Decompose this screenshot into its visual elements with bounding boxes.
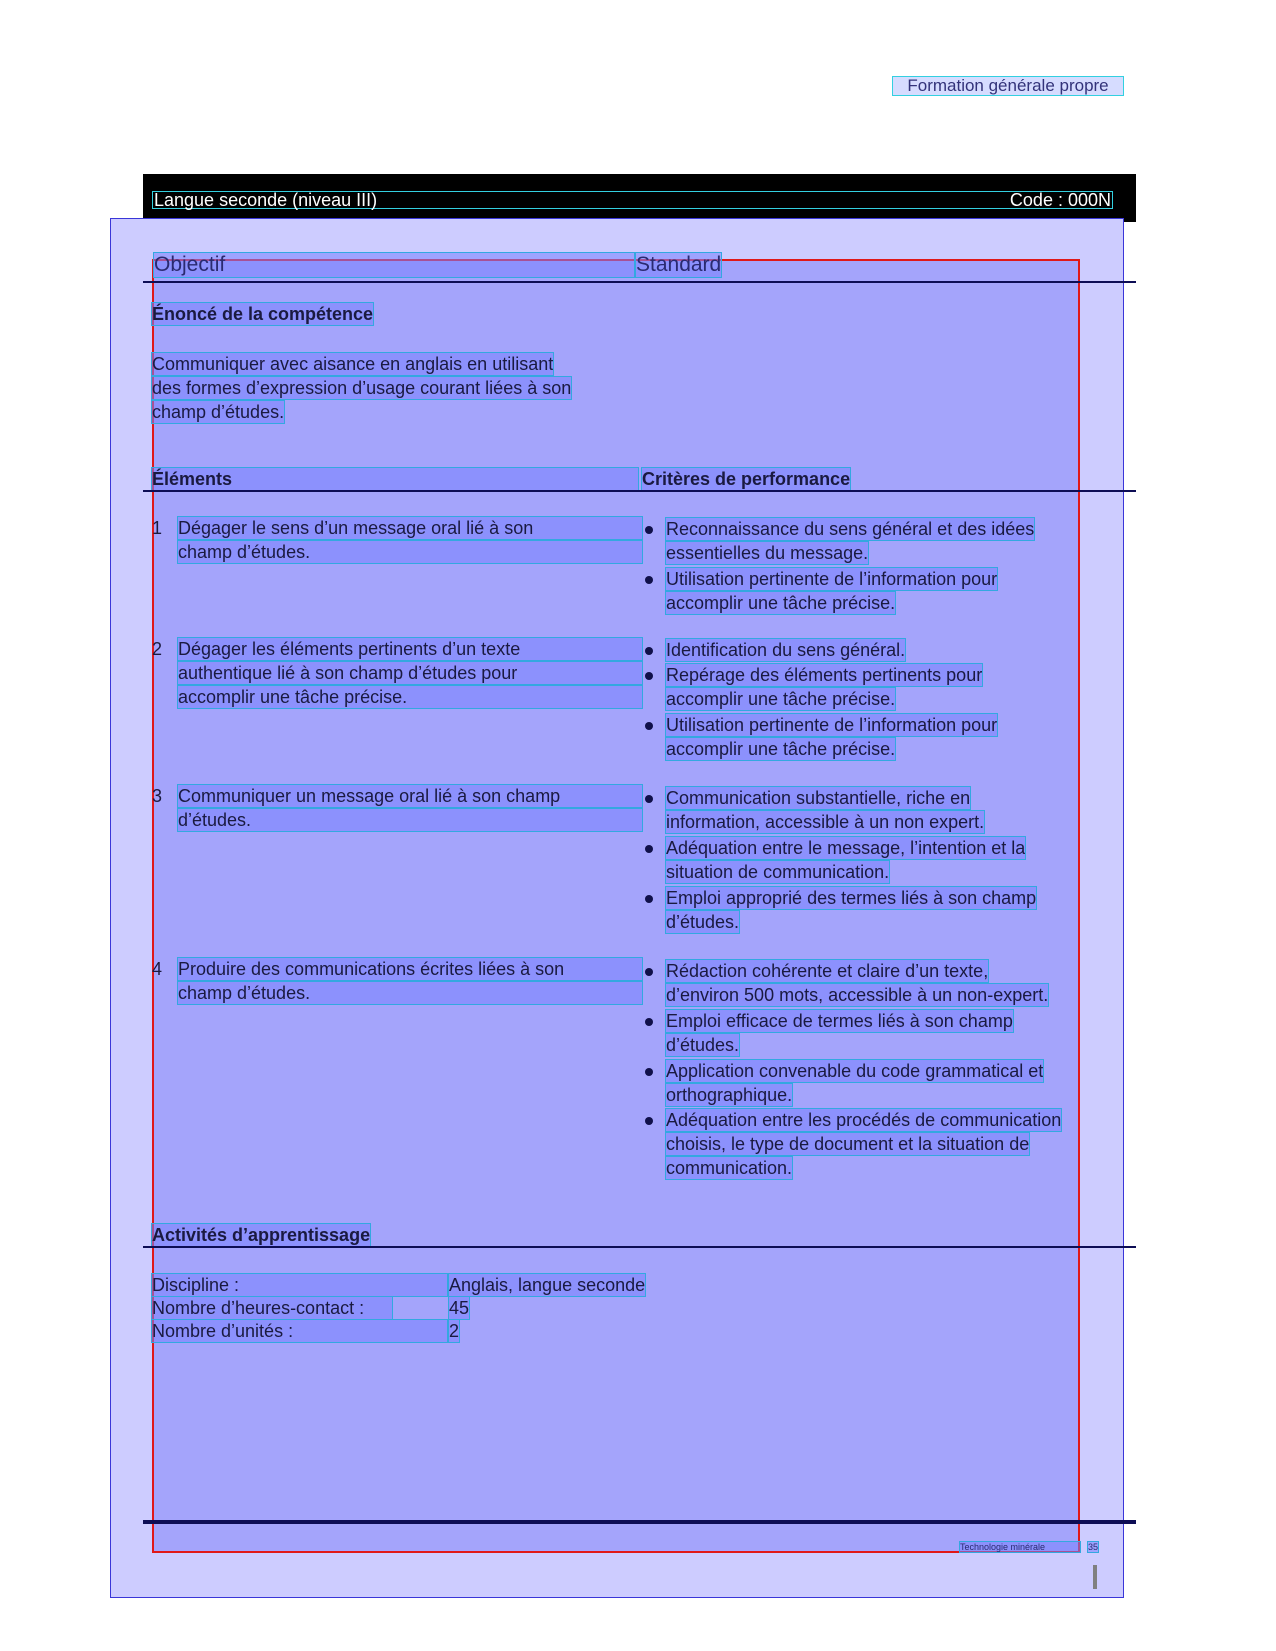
- activity-label-discipline: Discipline :: [152, 1274, 447, 1296]
- criterion-3-3-line-1: Emploi approprié des termes liés à son champ: [666, 888, 1037, 908]
- criterion-4-1-line-2: d’environ 500 mots, accessible à un non-expert.: [666, 985, 1049, 1005]
- criterion-3-2-line-2: situation de communication.: [666, 862, 890, 882]
- element-2-line-3: accomplir une tâche précise.: [178, 686, 642, 708]
- page-footer: [960, 1542, 1120, 1552]
- criterion-1-2-line-1: Utilisation pertinente de l’information pour: [666, 569, 998, 589]
- element-3-number: 3: [152, 786, 163, 806]
- criterion-4-2-line-1: Emploi efficace de termes liés à son champ: [666, 1011, 1013, 1031]
- competence-line-1: Communiquer avec aisance en anglais en utilisant: [152, 354, 554, 374]
- footer-label: Technologie minérale: [960, 1542, 1080, 1552]
- page-header-label: Formation générale propre: [892, 76, 1124, 96]
- criterion-1-2-line-2: accomplir une tâche précise.: [666, 593, 896, 613]
- course-code: Code : 000N: [1009, 190, 1111, 210]
- criterion-4-4-line-3: communication.: [666, 1158, 793, 1178]
- element-3-line-2: d’études.: [178, 809, 642, 831]
- course-title-row: [152, 191, 1113, 209]
- criterion-2-3-line-2: accomplir une tâche précise.: [666, 739, 896, 759]
- criterion-3-1-line-2: information, accessible à un non expert.: [666, 812, 985, 832]
- activity-label-hours: Nombre d’heures-contact :: [152, 1297, 392, 1319]
- page-number: 35: [1088, 1542, 1099, 1552]
- criterion-bullet: [645, 526, 653, 534]
- criterion-3-2-line-1: Adéquation entre le message, l’intention et la: [666, 838, 1026, 858]
- element-1-line-1: Dégager le sens d’un message oral lié à son: [178, 517, 642, 539]
- criterion-bullet: [645, 895, 653, 903]
- activity-value-discipline: Anglais, langue seconde: [449, 1275, 646, 1295]
- criterion-bullet: [645, 647, 653, 655]
- element-4-number: 4: [152, 959, 163, 979]
- criterion-bullet: [645, 722, 653, 730]
- criterion-bullet: [645, 845, 653, 853]
- activity-label-units: Nombre d’unités :: [152, 1320, 447, 1342]
- course-title: Langue seconde (niveau III): [154, 190, 378, 210]
- column-header-objectif: Objectif: [154, 253, 634, 277]
- criterion-2-3-line-1: Utilisation pertinente de l’information pour: [666, 715, 998, 735]
- element-2-line-2: authentique lié à son champ d’études pour: [178, 662, 642, 684]
- criterion-4-2-line-2: d’études.: [666, 1035, 740, 1055]
- criterion-bullet: [645, 795, 653, 803]
- element-2-number: 2: [152, 639, 163, 659]
- criterion-2-2-line-1: Repérage des éléments pertinents pour: [666, 665, 983, 685]
- element-1-line-2: champ d’études.: [178, 541, 642, 563]
- criterion-3-3-line-2: d’études.: [666, 912, 740, 932]
- criterion-4-3-line-2: orthographique.: [666, 1085, 793, 1105]
- activity-value-hours: 45: [449, 1298, 470, 1318]
- criterion-4-4-line-2: choisis, le type de document et la situation de: [666, 1134, 1030, 1154]
- footer-rule: [143, 1520, 1136, 1524]
- activities-heading: Activités d’apprentissage: [152, 1225, 371, 1245]
- criterion-1-1-line-1: Reconnaissance du sens général et des idées: [666, 519, 1035, 539]
- criteria-heading: Critères de performance: [642, 469, 851, 489]
- criterion-2-1-line-1: Identification du sens général.: [666, 640, 906, 660]
- criterion-4-3-line-1: Application convenable du code grammatical et: [666, 1061, 1044, 1081]
- element-1-number: 1: [152, 518, 163, 538]
- elements-heading: Éléments: [152, 468, 638, 490]
- criterion-bullet: [645, 1018, 653, 1026]
- competence-line-2: des formes d’expression d’usage courant liées à son: [152, 378, 572, 398]
- element-2-line-1: Dégager les éléments pertinents d’un texte: [178, 638, 642, 660]
- criterion-bullet: [645, 1068, 653, 1076]
- criterion-4-1-line-1: Rédaction cohérente et claire d’un texte,: [666, 961, 989, 981]
- competence-line-3: champ d’études.: [152, 402, 285, 422]
- page-marker: [1093, 1565, 1097, 1589]
- criterion-bullet: [645, 672, 653, 680]
- element-4-line-1: Produire des communications écrites liées à son: [178, 958, 642, 980]
- criterion-3-1-line-1: Communication substantielle, riche en: [666, 788, 971, 808]
- criterion-4-4-line-1: Adéquation entre les procédés de communication: [666, 1110, 1062, 1130]
- criterion-bullet: [645, 1117, 653, 1125]
- activity-value-units: 2: [449, 1321, 460, 1341]
- elements-rule: [143, 490, 1136, 492]
- criterion-2-2-line-2: accomplir une tâche précise.: [666, 689, 896, 709]
- element-3-line-1: Communiquer un message oral lié à son champ: [178, 785, 642, 807]
- element-4-line-2: champ d’études.: [178, 982, 642, 1004]
- criterion-1-1-line-2: essentielles du message.: [666, 543, 869, 563]
- criterion-bullet: [645, 576, 653, 584]
- criterion-bullet: [645, 968, 653, 976]
- header-rule: [143, 281, 1136, 283]
- column-header-standard: Standard: [636, 253, 722, 276]
- activities-rule: [143, 1246, 1136, 1248]
- competence-heading: Énoncé de la compétence: [152, 304, 374, 324]
- course-title-bar: [143, 174, 1136, 222]
